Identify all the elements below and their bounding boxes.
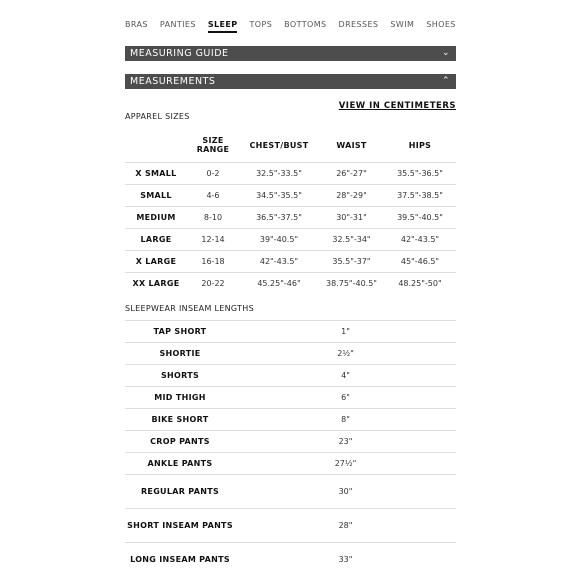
table-cell: 20-22 [187,272,239,294]
inseam-style: LONG INSEAM PANTS [125,543,235,577]
apparel-sizes-title: APPAREL SIZES [125,112,190,121]
table-row [125,272,456,294]
table-cell: 26"-27" [319,162,384,184]
table-row [125,184,456,206]
tab-tops[interactable]: TOPS [249,20,273,29]
category-tabs [125,20,468,33]
table-row [125,387,456,409]
measuring-guide-label: MEASURING GUIDE [130,48,229,59]
inseam-length: 30" [235,475,456,509]
table-header: WAIST [336,140,367,150]
table-cell: 16-18 [187,250,239,272]
table-cell: 34.5"-35.5" [239,184,319,206]
inseam-style: SHORTIE [125,343,235,365]
table-row [125,409,456,431]
table-cell: 45"-46.5" [384,250,456,272]
table-header-row [125,129,456,162]
inseam-style: CROP PANTS [125,431,235,453]
inseam-length: 6" [235,387,456,409]
table-row [125,162,456,184]
measuring-guide-toggle[interactable] [125,46,456,61]
size-name: SMALL [125,184,187,206]
inseam-length: 8" [235,409,456,431]
size-name: LARGE [125,228,187,250]
inseam-style: TAP SHORT [125,321,235,343]
table-row [125,543,456,577]
table-header [125,129,187,162]
inseam-style: ANKLE PANTS [125,453,235,475]
table-cell: 32.5"-33.5" [239,162,319,184]
measurements-label: MEASUREMENTS [130,76,216,87]
table-cell: 30"-31" [319,206,384,228]
table-row [125,321,456,343]
table-row [125,343,456,365]
table-row [125,206,456,228]
tab-swim[interactable]: SWIM [390,20,415,29]
table-cell: 32.5"-34" [319,228,384,250]
table-cell: 4-6 [187,184,239,206]
inseam-length: 4" [235,365,456,387]
table-cell: 42"-43.5" [384,228,456,250]
table-cell: 35.5"-36.5" [384,162,456,184]
table-cell: 48.25"-50" [384,272,456,294]
table-row [125,453,456,475]
table-cell: 37.5"-38.5" [384,184,456,206]
chevron-up-icon: ⌃ [441,76,450,86]
inseam-length: 33" [235,543,456,577]
inseam-style: BIKE SHORT [125,409,235,431]
inseam-lengths-title: SLEEPWEAR INSEAM LENGTHS [125,304,254,313]
table-cell: 12-14 [187,228,239,250]
table-row [125,509,456,543]
tab-dresses[interactable]: DRESSES [338,20,379,29]
table-cell: 38.75"-40.5" [319,272,384,294]
table-header: CHEST/BUST [249,140,309,150]
table-cell: 0-2 [187,162,239,184]
table-cell: 28"-29" [319,184,384,206]
size-name: X SMALL [125,162,187,184]
tab-panties[interactable]: PANTIES [159,20,196,29]
table-cell: 39"-40.5" [239,228,319,250]
table-header: HIPS [408,140,432,150]
table-cell: 35.5"-37" [319,250,384,272]
chevron-down-icon: ⌄ [441,48,450,58]
table-cell: 39.5"-40.5" [384,206,456,228]
tab-sleep[interactable]: SLEEP [208,20,238,33]
view-in-centimeters-link[interactable]: VIEW IN CENTIMETERS [338,101,456,111]
size-name: MEDIUM [125,206,187,228]
table-row [125,475,456,509]
measurements-toggle[interactable] [125,74,456,89]
table-row [125,250,456,272]
size-name: XX LARGE [125,272,187,294]
table-header: SIZE RANGE [196,136,230,155]
table-cell: 42"-43.5" [239,250,319,272]
tab-shoes[interactable]: SHOES [426,20,456,29]
table-row [125,431,456,453]
table-cell: 36.5"-37.5" [239,206,319,228]
inseam-style: SHORTS [125,365,235,387]
inseam-length: 23" [235,431,456,453]
size-name: X LARGE [125,250,187,272]
table-cell: 8-10 [187,206,239,228]
table-row [125,365,456,387]
inseam-length: 1" [235,321,456,343]
inseam-style: REGULAR PANTS [125,475,235,509]
inseam-style: SHORT INSEAM PANTS [125,509,235,543]
inseam-lengths-table [125,320,456,577]
apparel-sizes-table [125,129,456,294]
table-row [125,228,456,250]
table-cell: 45.25"-46" [239,272,319,294]
inseam-style: MID THIGH [125,387,235,409]
inseam-length: 28" [235,509,456,543]
tab-bottoms[interactable]: BOTTOMS [284,20,327,29]
tab-bras[interactable]: BRAS [125,20,148,29]
inseam-length: 27½" [235,453,456,475]
inseam-length: 2½" [235,343,456,365]
